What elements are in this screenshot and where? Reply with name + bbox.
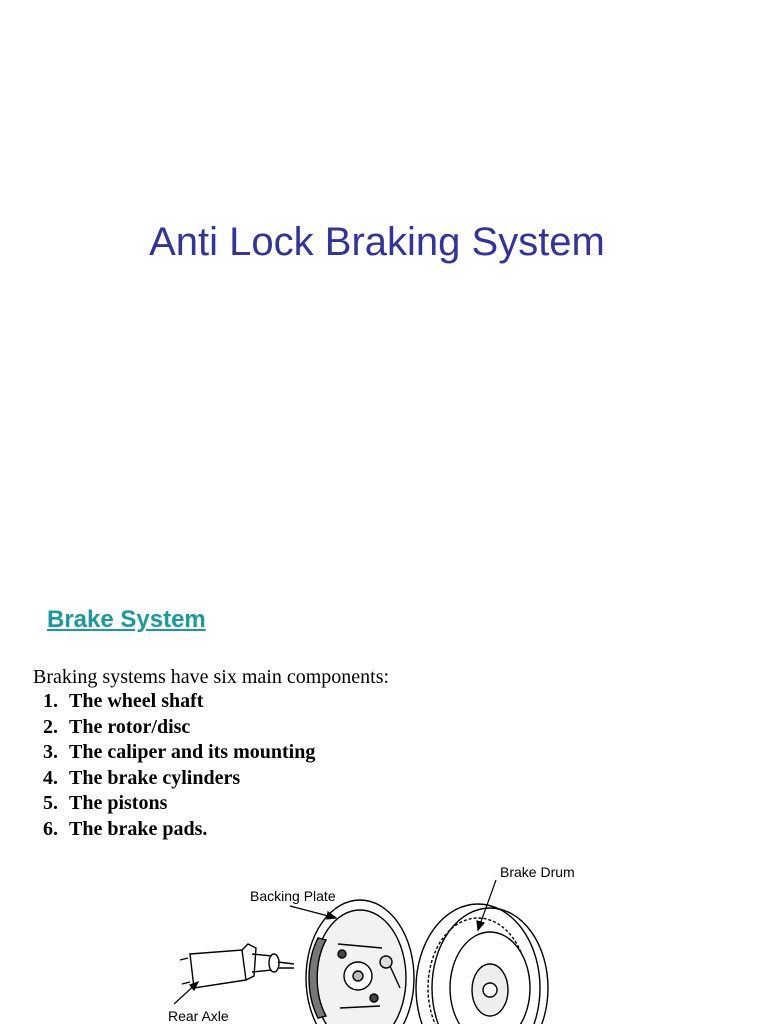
list-item-text: The pistons (69, 792, 168, 815)
list-item (43, 689, 315, 715)
list-number: 4. (43, 766, 58, 789)
list-item (43, 817, 315, 843)
backing-plate-shape (306, 900, 414, 1024)
list-number: 6. (43, 817, 58, 840)
list-item-text: The brake pads. (69, 817, 208, 840)
section-heading-link[interactable]: Brake System (47, 606, 206, 633)
list-item-text: The wheel shaft (69, 690, 204, 712)
list-number: 1. (43, 690, 58, 712)
component-list (43, 689, 315, 843)
rear-axle-label: Rear Axle (168, 1008, 229, 1024)
list-item-text: The rotor/disc (69, 715, 191, 738)
list-item-text: The caliper and its mounting (69, 741, 316, 764)
intro-text: Braking systems have six main components: (33, 666, 390, 688)
slide-title: Anti Lock Braking System (149, 220, 605, 264)
list-item (43, 715, 315, 741)
list-number: 5. (43, 792, 58, 815)
list-item (43, 766, 315, 792)
backing-plate-label: Backing Plate (250, 888, 336, 904)
list-number: 3. (43, 741, 58, 764)
rear-axle-shape (180, 944, 294, 988)
list-item-text: The brake cylinders (69, 766, 241, 789)
brake-diagram-illustration (160, 858, 600, 1024)
list-item (43, 740, 315, 766)
brake-diagram (160, 858, 600, 1024)
list-item (43, 791, 315, 817)
brake-drum-label: Brake Drum (500, 864, 575, 880)
list-number: 2. (43, 715, 58, 738)
